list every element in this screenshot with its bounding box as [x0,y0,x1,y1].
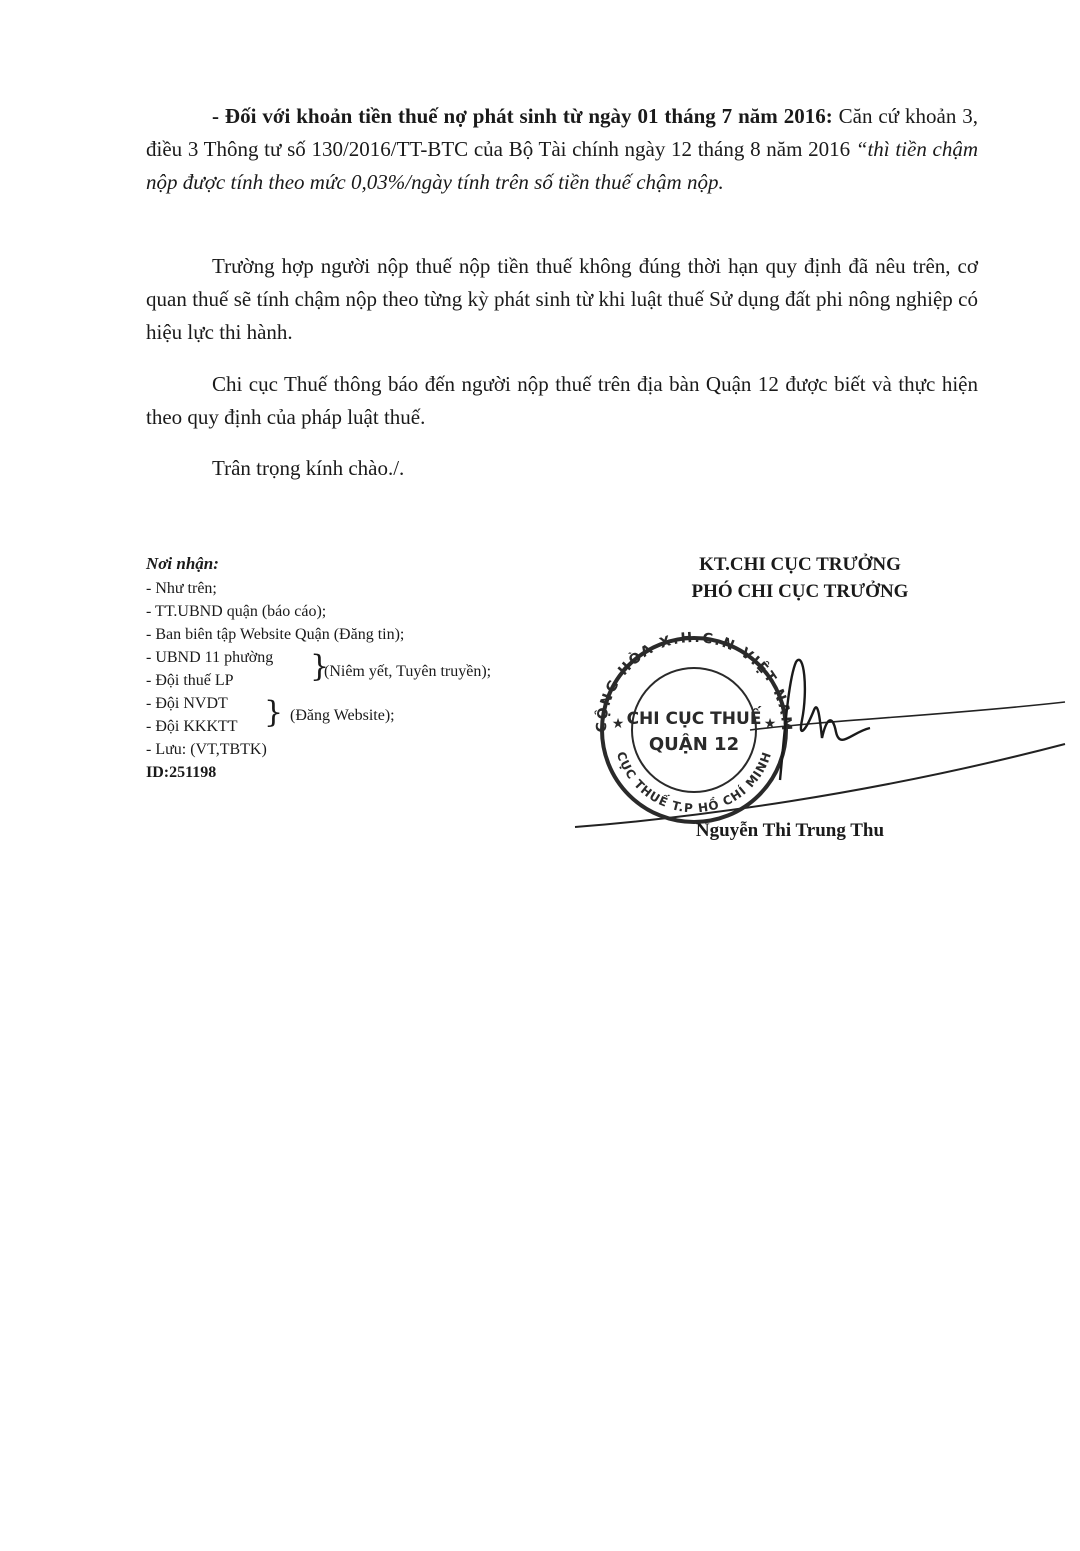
recipient-group-wards [146,646,566,692]
recipient-group-teams [146,692,566,738]
recipient-line: - Ban biên tập Website Quận (Đăng tin); [146,626,405,643]
document-id: ID:251198 [146,764,217,781]
brace-symbol: } [310,649,330,684]
recipients-block [146,551,566,784]
paragraph-notice: Chi cục Thuế thông báo đến người nộp thuế trên địa bàn Quận 12 được biết và thực hiện theo quy định của pháp luật thuế. [146,372,978,429]
paragraph-lead-bold: - Đối với khoản tiền thuế nợ phát sinh từ ngày 01 tháng 7 năm 2016: [212,104,833,128]
signer-title-line: PHÓ CHI CỤC TRƯỞNG [691,581,909,602]
stamp-center-line: QUẬN 12 [648,734,740,755]
paragraph-body-text: Căn cứ khoản 3, điều 3 Thông tư số 130/2016/TT-BTC của Bộ Tài chính ngày 12 tháng 8 năm 2016 [146,104,978,161]
recipient-group-note: (Đăng Website); [290,707,395,724]
paragraph-quote-italic: “thì tiền chậm nộp được tính theo mức 0,03%/ngày tính trên số tiền thuế chậm nộp. [146,137,978,194]
paragraph-late-payment-rule [146,100,978,199]
stamp-ring-text: CỘNG HÒA X.H.C.N VIỆT NAM [593,629,795,733]
recipient-line: - Đội thuế LP [146,672,234,689]
recipient-group-note: (Niêm yết, Tuyên truyền); [324,663,492,680]
paragraph-late-payment-calc: Trường hợp người nộp thuế nộp tiền thuế không đúng thời hạn quy định đã nêu trên, cơ quan thuế sẽ tính chậm nộp theo từng kỳ phát sinh từ khi luật thuế Sử dụng đất phi nông nghiệp có hiệu lực thi hành. [146,254,978,344]
stamp-and-signature [570,620,1070,835]
star-icon: ★ [763,716,777,732]
recipient-line: - Đội NVDT [146,695,228,712]
recipient-line: - UBND 11 phường [146,649,274,666]
recipient-line: - Như trên; [146,580,217,597]
stamp-graphic [570,620,1070,835]
stamp-ring-text-bottom: CỤC THUẾ T.P HỒ CHÍ MINH [613,749,775,816]
recipient-line: - Đội KKKTT [146,718,238,735]
recipients-title: Nơi nhận: [146,554,219,573]
brace-symbol: } [264,695,284,730]
recipient-line: - Lưu: (VT,TBTK) [146,741,267,758]
stamp-center-line: CHI CỤC THUẾ [626,709,762,729]
star-icon: ★ [611,716,625,732]
paragraph-closing: Trân trọng kính chào./. [212,456,405,480]
signer-title-line: KT.CHI CỤC TRƯỞNG [699,554,901,575]
signer-title-block [620,551,980,605]
signer-name: Nguyễn Thi Trung Thu [695,820,885,841]
recipient-line: - TT.UBND quận (báo cáo); [146,603,327,620]
